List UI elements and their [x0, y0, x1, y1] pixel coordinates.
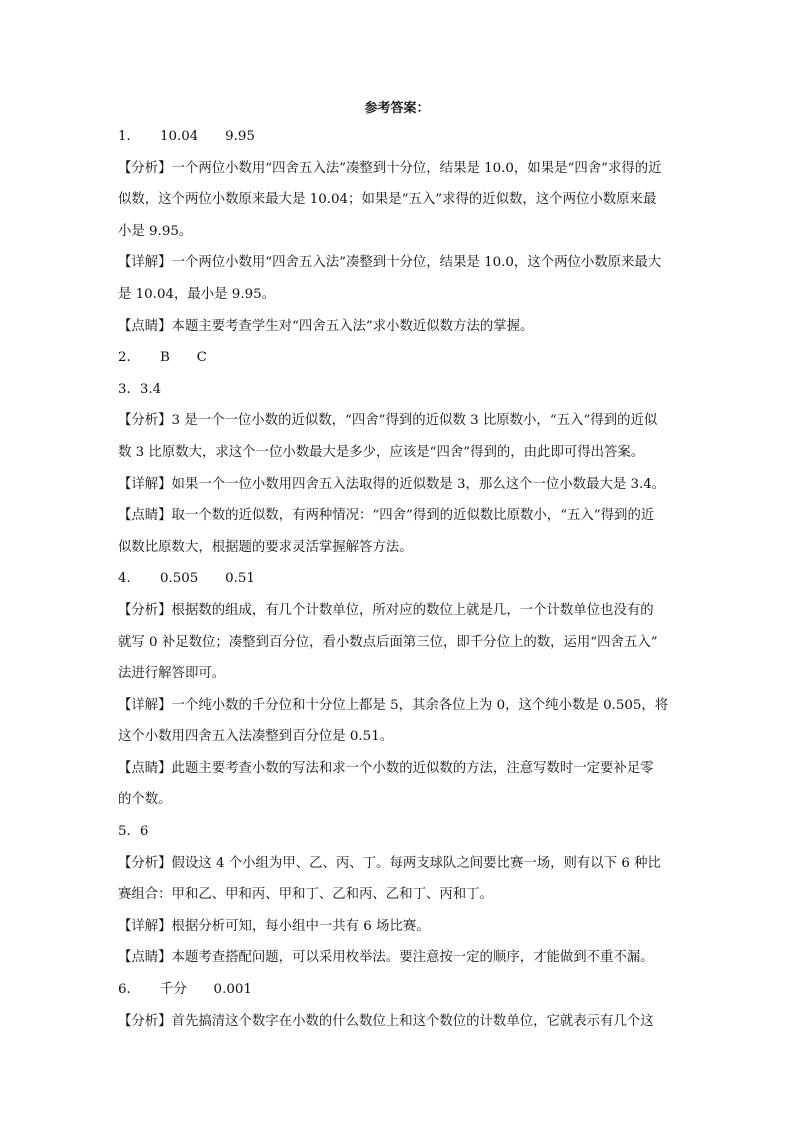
text-line: 赛组合：甲和乙、甲和丙、甲和丁、乙和丙、乙和丁、丙和丁。: [118, 887, 493, 903]
text-line: 【分析】假设这 4 个小组为甲、乙、丙、丁。每两支球队之间要比赛一场，则有以下 6 种比: [118, 855, 661, 871]
text-line: 【分析】3 是一个一位小数的近似数，“四舍”得到的近似数 3 比原数小，“五入”得到的近似: [118, 413, 658, 429]
text-line: 2． B C: [118, 350, 207, 366]
text-line: 【详解】一个纯小数的千分位和十分位上都是 5，其余各位上为 0，这个纯小数是 0.505，将: [118, 697, 669, 713]
text-line: 数 3 比原数大，求这个一位小数最大是多少，应该是“四舍”得到的，由此即可得出答案。: [118, 444, 645, 460]
text-line: 【分析】首先搞清这个数字在小数的什么数位上和这个数位的计数单位，它就表示有几个这: [118, 1013, 654, 1029]
text-line: 似数，这个两位小数原来最大是 10.04；如果是“五入”求得的近似数，这个两位小数原来最: [118, 192, 657, 208]
text-line: 法进行解答即可。: [118, 666, 226, 682]
text-line: 【详解】一个两位小数用“四舍五入法”凑整到十分位，结果是 10.0，这个两位小数原来最大: [118, 255, 662, 271]
text-line: 5．6: [118, 824, 149, 840]
text-line: 3．3.4: [118, 381, 162, 397]
text-line: 【详解】根据分析可知，每小组中一共有 6 场比赛。: [118, 918, 430, 934]
text-line: 4． 0.505 0.51: [118, 571, 255, 587]
text-line: 【点睛】本题考查搭配问题，可以采用枚举法。要注意按一定的顺序，才能做到不重不漏。: [118, 950, 654, 966]
text-line: 小是 9.95。: [118, 223, 193, 239]
text-line: 是 10.04，最小是 9.95。: [118, 286, 276, 302]
text-line: 【点睛】此题主要考查小数的写法和求一个小数的近似数的方法，注意写数时一定要补足零: [118, 760, 654, 776]
text-line: 这个小数用四舍五入法凑整到百分位是 0.51。: [118, 729, 394, 745]
answer-content: [118, 121, 688, 1037]
page-title: 参考答案：: [364, 101, 430, 116]
text-line: 【分析】一个两位小数用“四舍五入法”凑整到十分位，结果是 10.0，如果是“四舍”求得的近: [118, 160, 662, 176]
text-line: 就写 0 补足数位；凑整到百分位，看小数点后面第三位，即千分位上的数，运用“四舍五入”: [118, 634, 658, 650]
text-line: 【详解】如果一个一位小数用四舍五入法取得的近似数是 3，那么这个一位小数最大是 3.4。: [118, 476, 666, 492]
text-line: 1． 10.04 9.95: [118, 129, 255, 144]
text-line: 6． 千分 0.001: [118, 982, 252, 998]
text-line: 【点睛】取一个数的近似数，有两种情况：“四舍”得到的近似数比原数小，“五入”得到的近: [118, 508, 655, 524]
text-line: 【分析】根据数的组成，有几个计数单位，所对应的数位上就是几，一个计数单位也没有的: [118, 602, 654, 618]
text-line: 的个数。: [118, 792, 172, 808]
text-line: 似数比原数大，根据题的要求灵活掌握解答方法。: [118, 539, 413, 555]
text-line: 【点睛】本题主要考查学生对“四舍五入法”求小数近似数方法的掌握。: [118, 318, 534, 334]
